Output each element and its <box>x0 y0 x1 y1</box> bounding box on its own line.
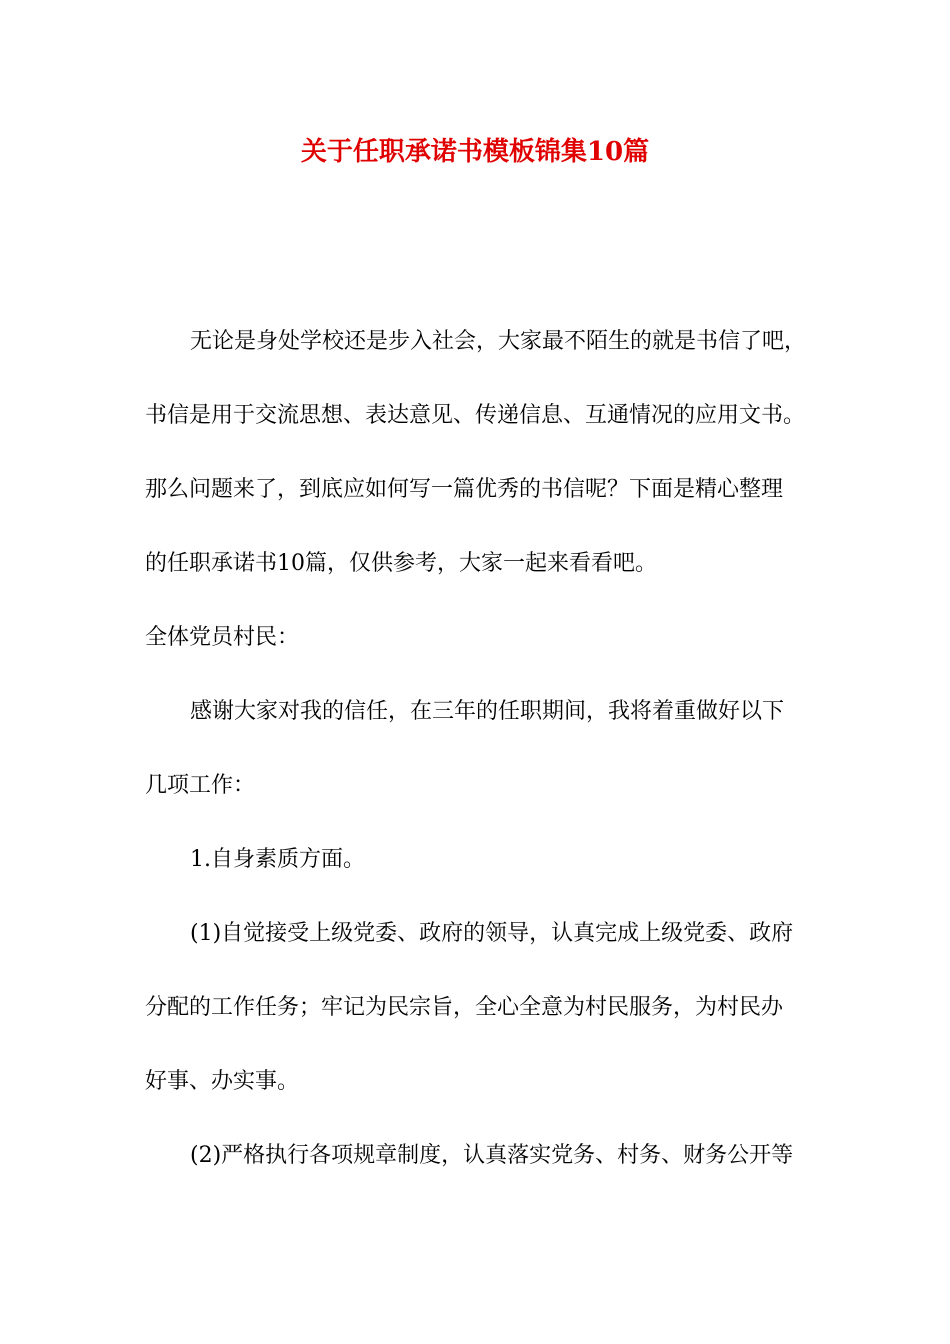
section-heading: 1.自身素质方面。 <box>190 847 365 872</box>
paragraph-line: (2)严格执行各项规章制度，认真落实党务、村务、财务公开等 <box>190 1143 794 1168</box>
salutation-line: 全体党员村民： <box>145 625 300 650</box>
paragraph-line: 那么问题来了，到底应如何写一篇优秀的书信呢？下面是精心整理 <box>145 477 784 502</box>
paragraph-line: 分配的工作任务；牢记为民宗旨，全心全意为村民服务，为村民办 <box>145 995 784 1020</box>
paragraph-line: 几项工作： <box>145 773 256 798</box>
paragraph-line: (1)自觉接受上级党委、政府的领导，认真完成上级党委、政府 <box>190 921 794 946</box>
document-title: 关于任职承诺书模板锦集10篇 <box>300 137 650 167</box>
paragraph-line: 好事、办实事。 <box>145 1069 300 1094</box>
paragraph-line: 书信是用于交流思想、表达意见、传递信息、互通情况的应用文书。 <box>145 403 806 428</box>
paragraph-line: 感谢大家对我的信任，在三年的任职期间，我将着重做好以下 <box>190 699 785 724</box>
paragraph-line: 无论是身处学校还是步入社会，大家最不陌生的就是书信了吧， <box>190 329 807 354</box>
paragraph-line: 的任职承诺书10篇，仅供参考，大家一起来看看吧。 <box>145 551 657 576</box>
